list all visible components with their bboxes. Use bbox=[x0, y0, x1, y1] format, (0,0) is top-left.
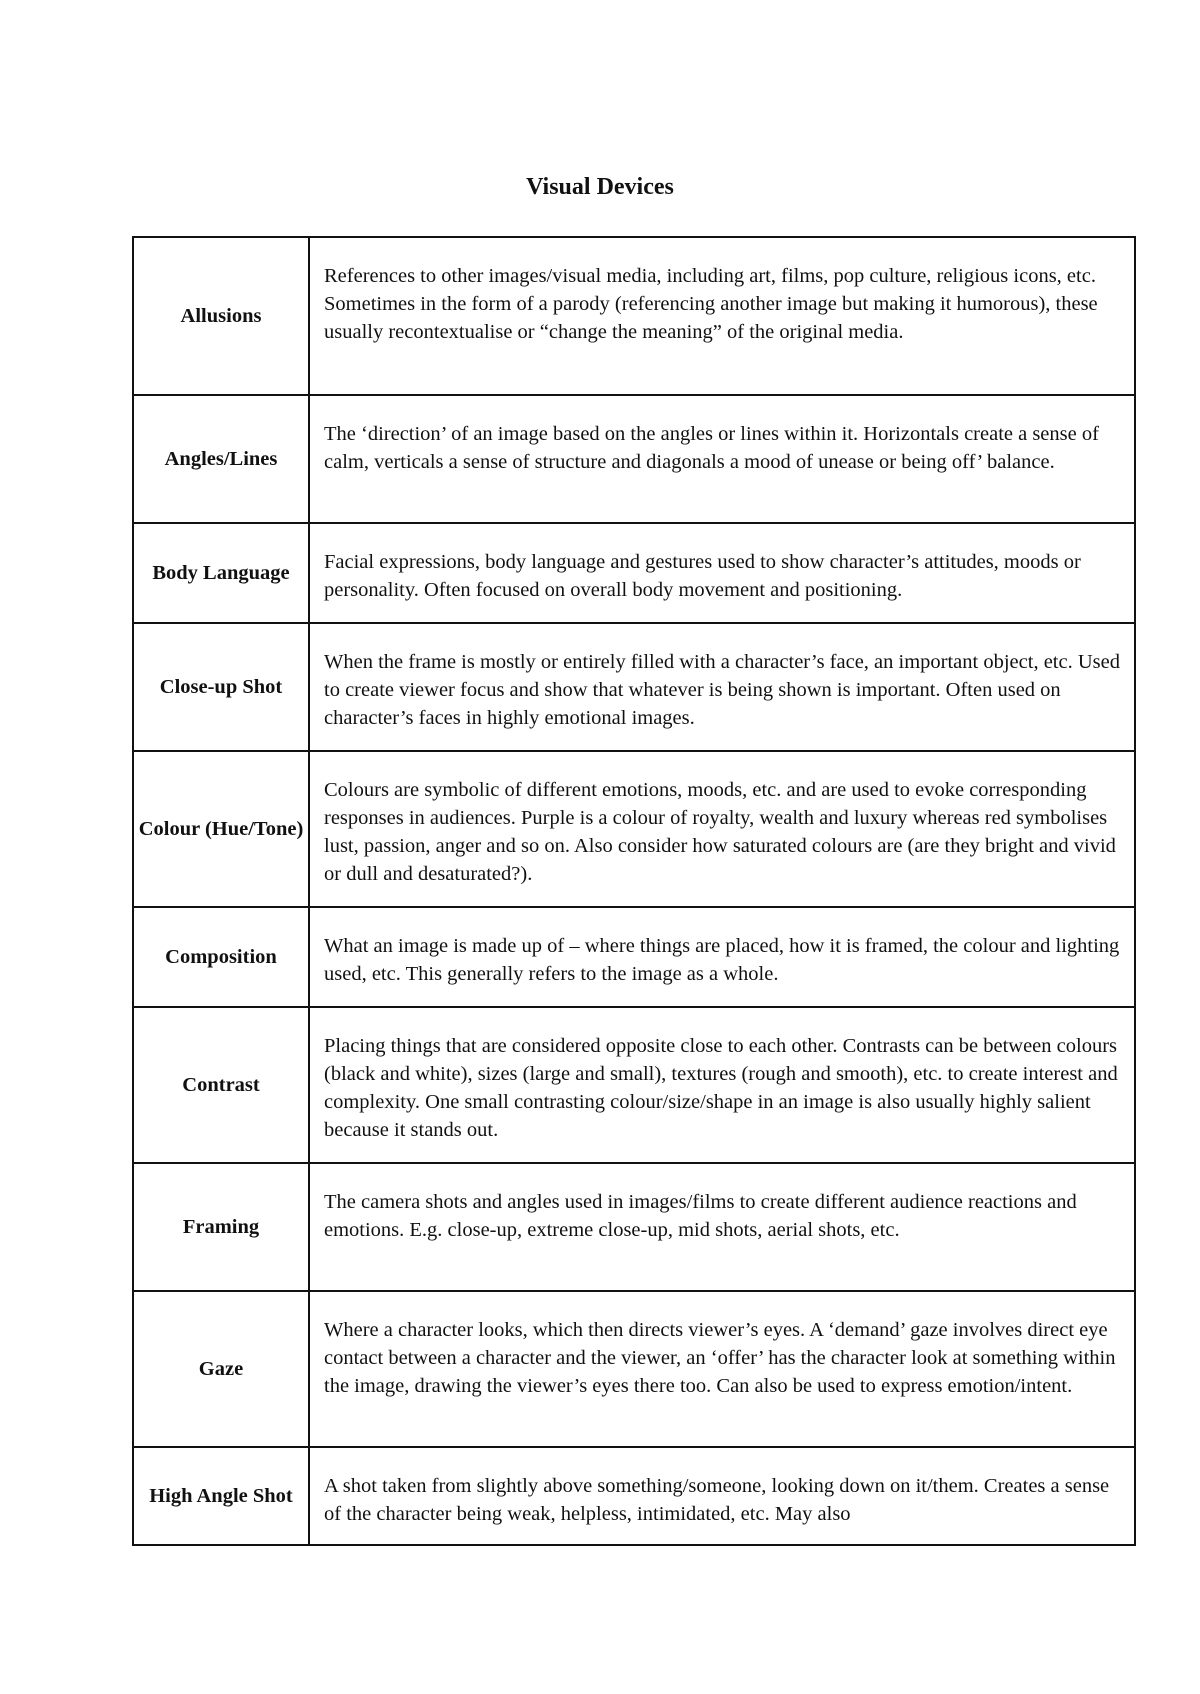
visual-devices-table bbox=[132, 236, 1136, 1546]
description-text: The camera shots and angles used in images/films to create different audience reactions and emotions. E.g. close-up, extreme close-up, mid shots, aerial shots, etc. bbox=[324, 1191, 1077, 1241]
description-cell bbox=[309, 1447, 1135, 1545]
description-text: References to other images/visual media, including art, films, pop culture, religious icons, etc. Sometimes in the form of a parody (referencing another image but making it humorous), these usually recontextualise or “change the meaning” of the original media. bbox=[324, 265, 1098, 343]
table-row bbox=[133, 237, 1135, 395]
description-cell bbox=[309, 1291, 1135, 1447]
description-text: When the frame is mostly or entirely filled with a character’s face, an important object, etc. Used to create viewer focus and show that whatever is being shown is important. Often used on character’s faces in highly emotional images. bbox=[324, 651, 1120, 729]
table-row bbox=[133, 907, 1135, 1007]
description-text: What an image is made up of – where things are placed, how it is framed, the colour and lighting used, etc. This generally refers to the image as a whole. bbox=[324, 935, 1120, 985]
description-cell bbox=[309, 623, 1135, 751]
table-row bbox=[133, 751, 1135, 907]
table-row bbox=[133, 1163, 1135, 1291]
table-row bbox=[133, 395, 1135, 523]
term-cell: Contrast bbox=[133, 1007, 309, 1163]
description-cell bbox=[309, 523, 1135, 623]
description-cell bbox=[309, 751, 1135, 907]
description-cell bbox=[309, 907, 1135, 1007]
term-cell: Composition bbox=[133, 907, 309, 1007]
description-text: Where a character looks, which then directs viewer’s eyes. A ‘demand’ gaze involves direct eye contact between a character and the viewer, an ‘offer’ has the character look at something within the image, drawing the viewer’s eyes there too. Can also be used to express emotion/intent. bbox=[324, 1319, 1116, 1397]
term-cell: Body Language bbox=[133, 523, 309, 623]
term-cell: Framing bbox=[133, 1163, 309, 1291]
description-text: Facial expressions, body language and gestures used to show character’s attitudes, moods or personality. Often focused on overall body movement and positioning. bbox=[324, 551, 1081, 601]
term-cell: Allusions bbox=[133, 237, 309, 395]
description-cell bbox=[309, 395, 1135, 523]
table-row bbox=[133, 1007, 1135, 1163]
description-cell bbox=[309, 237, 1135, 395]
table-row bbox=[133, 523, 1135, 623]
description-text: Colours are symbolic of different emotions, moods, etc. and are used to evoke corresponding responses in audiences. Purple is a colour of royalty, wealth and luxury whereas red symbolises lust, passion, anger and so on. Also consider how saturated colours are (are they bright and vivid or dull and desaturated?). bbox=[324, 779, 1116, 885]
description-cell bbox=[309, 1163, 1135, 1291]
description-text: A shot taken from slightly above something/someone, looking down on it/them. Creates a sense of the character being weak, helpless, intimidated, etc. May also bbox=[324, 1475, 1110, 1525]
table-row bbox=[133, 1291, 1135, 1447]
table-row bbox=[133, 623, 1135, 751]
description-text: The ‘direction’ of an image based on the angles or lines within it. Horizontals create a sense of calm, verticals a sense of structure and diagonals a mood of unease or being off’ balance. bbox=[324, 423, 1099, 473]
description-text: Placing things that are considered opposite close to each other. Contrasts can be between colours (black and white), sizes (large and small), textures (rough and smooth), etc. to create interest and complexity. One small contrasting colour/size/shape in an image is also usually highly salient because it stands out. bbox=[324, 1035, 1118, 1141]
term-cell: Colour (Hue/Tone) bbox=[133, 751, 309, 907]
term-cell: Close-up Shot bbox=[133, 623, 309, 751]
page-title: Visual Devices bbox=[526, 174, 674, 200]
term-cell: Gaze bbox=[133, 1291, 309, 1447]
term-cell: Angles/Lines bbox=[133, 395, 309, 523]
description-cell bbox=[309, 1007, 1135, 1163]
table-row bbox=[133, 1447, 1135, 1545]
term-cell: High Angle Shot bbox=[133, 1447, 309, 1545]
